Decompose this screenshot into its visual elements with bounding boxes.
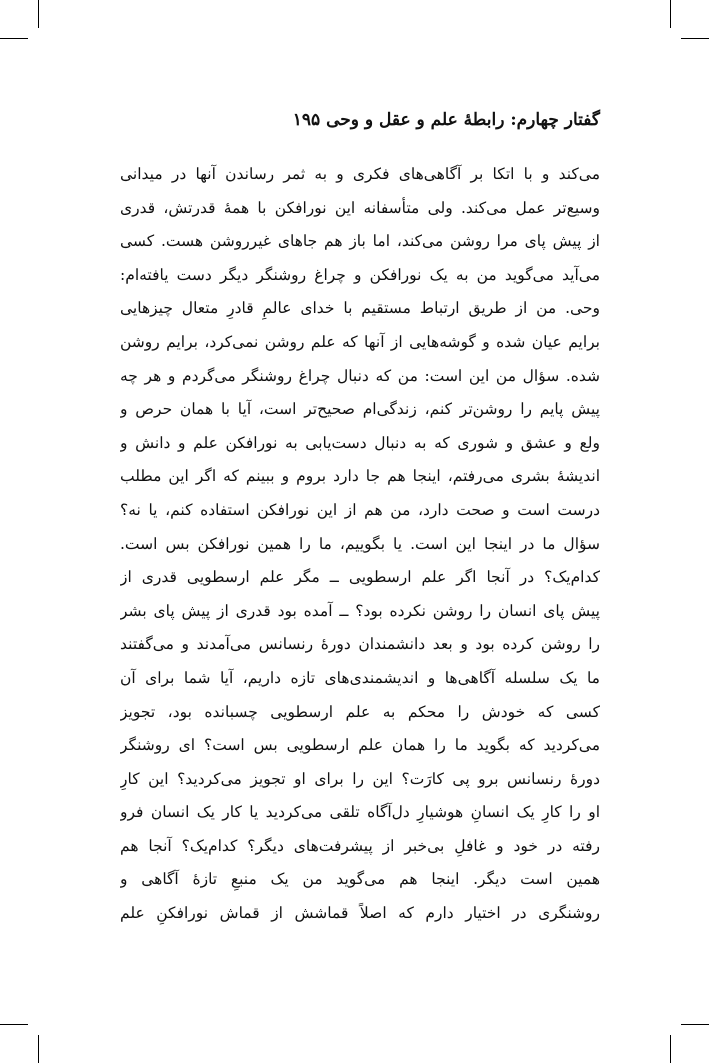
text-line: می‌کند و با اتکا بر آگاهی‌های فکری و به ثمر رساندن آنها در میدانی xyxy=(120,165,600,183)
text-line: رفته در خود و غافلِ بی‌خبر از پیشرفت‌های دیگر؟ کدام‌یک؟ آنجا هم xyxy=(120,836,600,855)
text-line: وحی. من از طریق ارتباط مستقیم با خدای عالمِ قادرِ متعال چیزهایی xyxy=(120,299,600,318)
running-header xyxy=(120,110,600,140)
text-line: وسیع‌تر عمل می‌کند. ولی متأسفانه این نورافکن با همهٔ قدرتش، قدری xyxy=(120,198,600,217)
text-line: روشنگری در اختیار دارم که اصلاً قماشش از قماش نورافکنِ علم xyxy=(120,904,600,923)
crop-mark-top-right-horizontal xyxy=(681,38,709,39)
text-line: اندیشهٔ بشری می‌رفتم، اینجا هم جا دارد بروم و ببینم که اگر این مطلب xyxy=(120,467,600,486)
crop-mark-top-right-vertical xyxy=(670,0,671,28)
text-line: پیش پایم را روشن‌تر کنم، زندگی‌ام صحیح‌تر است، آیا با همان حرص و xyxy=(120,400,600,419)
text-line: شده. سؤال من این است: من که دنبال چراغ روشنگر می‌گردم و هر چه xyxy=(120,366,600,385)
text-line: کدام‌یک؟ در آنجا اگر علم ارسطویی ــ مگر علم ارسطویی قدری از xyxy=(120,568,600,587)
crop-mark-bottom-right-horizontal xyxy=(681,1024,709,1025)
text-line: همین است دیگر. اینجا هم می‌گوید من یک منبعِ تازهٔ آگاهی و xyxy=(120,870,600,889)
page-number: ۱۹۵ xyxy=(292,110,321,130)
text-line: درست است و صحت دارد، من هم از این نورافکن استفاده کنم، یا نه؟ xyxy=(120,500,600,519)
text-line: می‌کردید که بگوید ما را همان علم ارسطویی بس است؟ ای روشنگر xyxy=(120,736,600,755)
crop-mark-bottom-right-vertical xyxy=(670,1035,671,1063)
text-line: ولع و عشق و شوری که به دنبال دست‌یابی به نورافکن علم و دانش و xyxy=(120,433,600,452)
text-line: را روشن کرده بود و بعد دانشمندان دورهٔ رنسانس می‌آمدند و می‌گفتند xyxy=(120,635,600,654)
crop-mark-bottom-left-vertical xyxy=(38,1035,39,1063)
crop-mark-top-left-vertical xyxy=(38,0,39,28)
text-line: از پیش پای مرا روشن می‌کند، اما باز هم جاهای غیرروشن هست. کسی xyxy=(120,232,600,251)
crop-mark-top-left-horizontal xyxy=(0,38,28,39)
text-line: پیش پای انسان را روشن نکرده بود؟ ــ آمده بود قدری از پیش پای بشر xyxy=(120,601,600,620)
text-line: کسی که خودش را محکم به علم ارسطویی چسبانده بود، تجویز xyxy=(120,702,600,721)
text-line: دورهٔ رنسانس برو پی کارَت؟ این را برای او تجویز می‌کردید؟ این کارِ xyxy=(120,769,600,788)
text-line: ما یک سلسله آگاهی‌ها و اندیشمندی‌های تازه داریم، آیا شما برای آن xyxy=(120,668,600,687)
text-line: برایم عیان شده و گوشه‌هایی از آنها که علم روشن نمی‌کرد، برایم روشن xyxy=(120,332,600,351)
body-text xyxy=(120,158,600,931)
text-line: او را کارِ یک انسانِ هوشیارِ دل‌آگاه تلقی می‌کردید یا کار یک انسان فرو xyxy=(120,803,600,822)
chapter-title: گفتار چهارم: رابطهٔ علم و عقل و وحی xyxy=(326,110,600,130)
crop-mark-bottom-left-horizontal xyxy=(0,1024,28,1025)
text-line: می‌آید می‌گوید من به یک نورافکن و چراغ روشنگر دیگر دست یافته‌ام: xyxy=(120,265,600,284)
text-line: سؤال ما در اینجا این است. یا بگوییم، ما را همین نورافکن بس است. xyxy=(120,534,600,553)
